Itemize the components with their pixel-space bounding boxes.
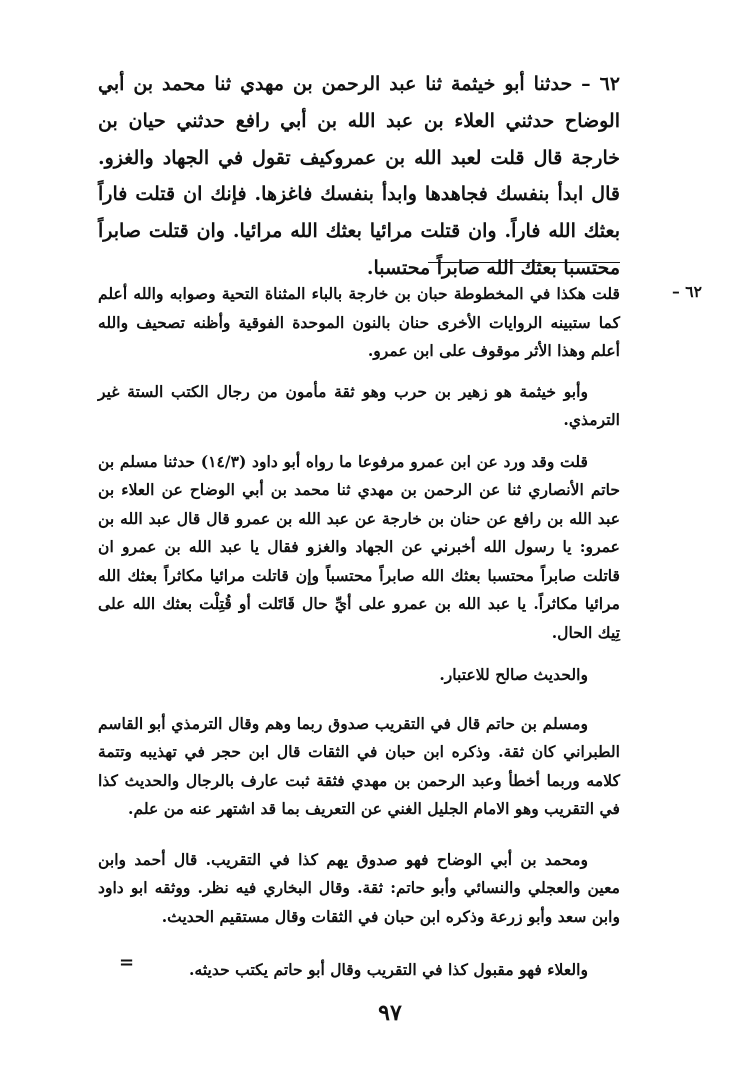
footnote-paragraph: وأبو خيثمة هو زهير بن حرب وهو ثقة مأمون من رجال الكتب الستة غير الترمذي. [98, 381, 620, 429]
hadith-paragraph: ٦٢ – حدثنا أبو خيثمة ثنا عبد الرحمن بن مهدي ثنا محمد بن أبي الوضاح حدثني العلاء بن عبد الله بن أبي رافع حدثني حيان بن خارجة قال قلت لعبد الله بن عمروكيف تقول في الجهاد والغزو. قال ابدأ بنفسك فجاهدها وابدأ بنفسك فاغزها. فإنك ان قتلت فاراً بعثك الله فاراً. وان قتلت مرائيا بعثك الله مرائيا. وان قتلت صابراً محتسبا بعثك الله صابراً محتسبا. [98, 73, 620, 279]
footnote-number: ٦٢ – [672, 282, 702, 301]
footnote-paragraph: ومسلم بن حاتم قال في التقريب صدوق ربما وهم وقال الترمذي أبو القاسم الطبراني كان ثقة. وذكره ابن حبان في الثقات قال ابن حجر في تهذيبه وتتمة كلامه وربما أخطأ وعبد الرحمن بن مهدي فثقة ثبت عارف بالرجال والحديث كذا في التقريب وهو الامام الجليل الغني عن التعريف بما قد اشتهر عنه من علم. [98, 713, 620, 818]
footnote-paragraph: والعلاء فهو مقبول كذا في التقريب وقال أبو حاتم يكتب حديثه. [189, 960, 588, 979]
footnote-separator [428, 262, 620, 263]
footnote-paragraph: ومحمد بن أبي الوضاح فهو صدوق يهم كذا في التقريب. قال أحمد وابن معين والعجلي والنسائي وأبو حاتم: ثقة. وقال البخاري فيه نظر. ووثقه ابو داود وابن سعد وأبو زرعة وذكره ابن حبان في الثقات وقال مستقيم الحديث. [98, 849, 620, 926]
main-hadith-text [98, 66, 620, 287]
page-number: ٩٧ [378, 1000, 402, 1026]
footnotes-section [98, 280, 620, 985]
footnote-paragraph: قلت وقد ورد عن ابن عمرو مرفوعا ما رواه أبو داود (١٤/٣) حدثنا مسلم بن حاتم الأنصاري ثنا عن الرحمن بن مهدي ثنا محمد بن أبي الوضاح عن العلاء بن عبد الله بن رافع عن حنان بن خارجة عن عبد الله بن عمرو قال قال عبد الله بن عمرو: يا رسول الله أخبرني عن الجهاد والغزو فقال يا عبد الله بن عمرو ان قاتلت صابراً محتسبا بعثك الله صابراً محتسباً وإن قاتلت مرائيا مكاثراً بعثك الله مرائيا مكاثراً. يا عبد الله بن عمرو على أيِّ حال قَاتَلت أو قُتِلْت بعثك الله على تِيك الحال. [98, 451, 620, 642]
footnote-paragraph: والحديث صالح للاعتبار. [439, 665, 588, 684]
footnote-paragraph: قلت هكذا في المخطوطة حبان بن خارجة بالباء المثناة التحية وصوابه والله أعلم كما ستبينه الروايات الأخرى حنان بالنون الموحدة الفوقية وأظنه تصحيف والله أعلم وهذا الأثر موقوف على ابن عمرو. [98, 284, 620, 360]
continuation-mark: = [119, 952, 136, 973]
